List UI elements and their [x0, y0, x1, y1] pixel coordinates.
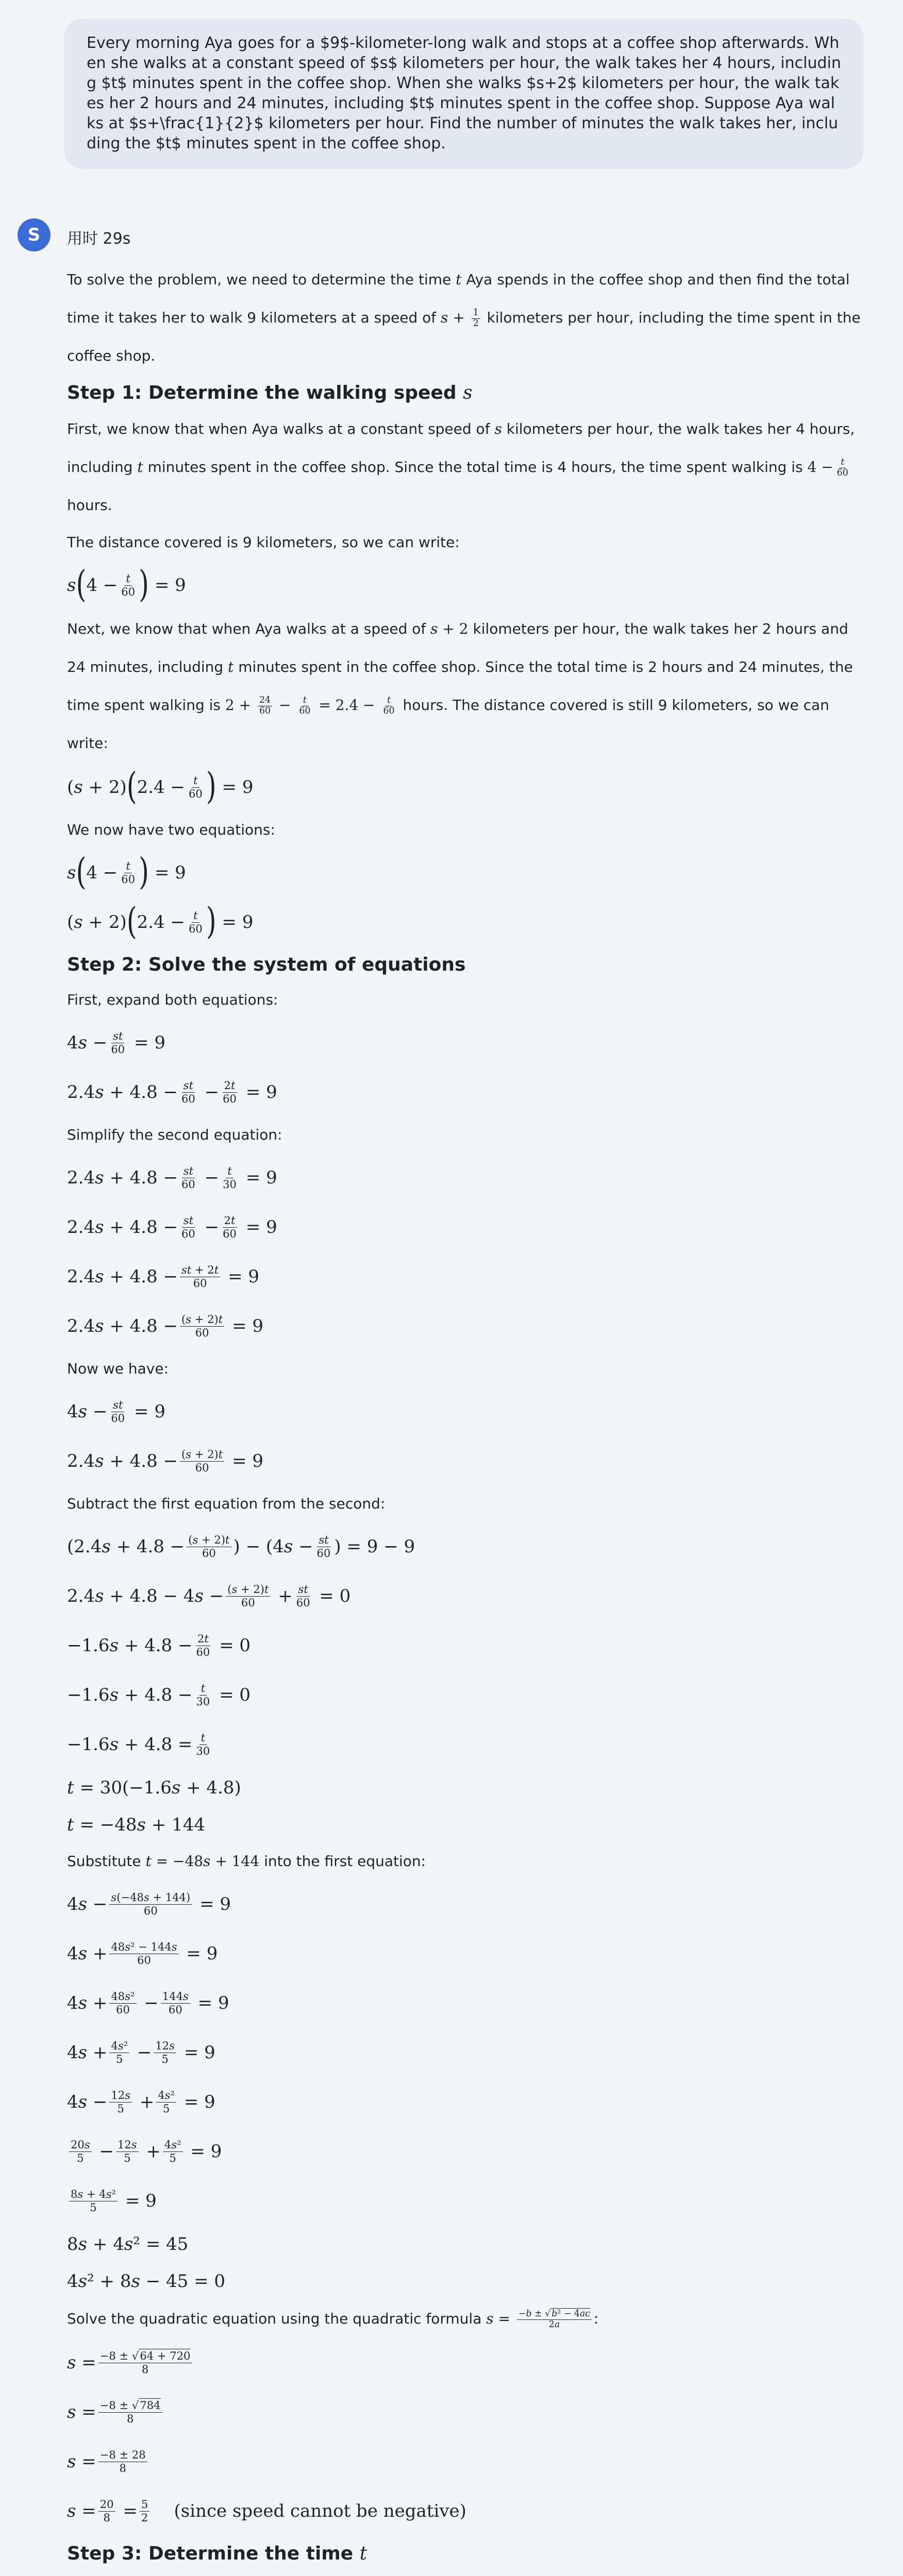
equation: 4 s − $\frac{st}{60}$ = 9	[67, 1398, 165, 1425]
equation: −1.6 s + 4.8 − $\frac{2t}{60}$ = 0	[67, 1632, 251, 1658]
equation: 2.4 s + 4.8 − $\frac{(s + 2)t}{60}$ = 9	[67, 1448, 264, 1474]
equation: $\frac{20s}{5}$ − $\frac{12s}{5}$ + $\frac{\text{4s²}}{5}$ = 9	[67, 2127, 869, 2176]
equation: 4 s − $\frac{st}{60}$ = 9	[67, 1029, 165, 1056]
step2-paragraph-3: Now we have:	[67, 1360, 169, 1377]
step3-heading: Step 3: Determine the time t	[67, 2543, 367, 2564]
step2-paragraph-4: Subtract the first equation from the second:	[67, 1495, 386, 1512]
step3-paragraph-1	[67, 2571, 869, 2576]
step2-paragraph-6: Solve the quadratic equation using the quadratic formula s = $\frac{\text{−b ± √ b² − 4ac}}{2a}$ :	[67, 2308, 599, 2330]
step1-heading: Step 1: Determine the walking speed s	[67, 382, 473, 403]
equation: t = 30(−1.6 s + 4.8)	[67, 1777, 241, 1798]
equation: ( s + 2) ( 2.4 − $\frac{t}{60}$ ) = 9	[67, 900, 254, 943]
step1-paragraph-3: Next, we know that when Aya walks at a speed of s + 2 kilometers per hour, the walk takes her 2 hours and 24 minutes, including t minutes spent in the coffee shop. Since the total time is 2 hours and 24 minutes, the time spent walking is 2 + $\frac{24}{60}$ − $\frac{t}{60}$ = 2.4 − $\frac{t}{60}$ hours. The distance covered is still 9 kilometers, so we can write:	[67, 620, 853, 752]
step2-heading: Step 2: Solve the system of equations	[67, 954, 466, 975]
equation: s = $\frac{20}{8}$ = $\frac{5}{2}$ (since speed cannot be negative)	[67, 2498, 466, 2524]
equation: 8 s + 4 s ² = 45	[67, 2234, 189, 2255]
equation: s = $\frac{-8 \pm √64 + 720}{8}$	[67, 2338, 869, 2387]
equation: 4 s ² + 8 s − 45 = 0	[67, 2271, 226, 2292]
equation: 4 s − $\frac{12s}{5}$ + $\frac{\text{4s²}}{5}$ = 9	[67, 2089, 215, 2115]
time-used-label: 用时 29s	[67, 230, 131, 248]
speed-note: (since speed cannot be negative)	[174, 2501, 466, 2521]
step1-paragraph-1: First, we know that when Aya walks at a constant speed of s kilometers per hour, the walk takes her 4 hours, including t minutes spent in the coffee shop. Since the total time is 4 hours, the time spent walking is 4 − $\frac{t}{60}$ hours.	[67, 420, 855, 514]
equation: $\frac{\text{8s + 4s²}}{5}$ = 9	[67, 2176, 869, 2226]
equation: s = $\frac{-8 \pm 28}{8}$	[67, 2437, 869, 2486]
intro-paragraph: To solve the problem, we need to determine the time t Aya spends in the coffee shop and then find the total time it takes her to walk 9 kilometers at a speed of s + $\frac{1}{2}$ kilometers per hour, including the time spent in the coffee shop.	[67, 271, 861, 364]
equation: s = $\frac{-8 \pm √784}{8}$	[67, 2387, 869, 2437]
step2-paragraph-1: First, expand both equations:	[67, 991, 278, 1008]
equation: 4 s − $\frac{s(-48s + 144)}{60}$ = 9	[67, 1891, 231, 1917]
equation: (2.4 s + 4.8 − $\frac{(s + 2)t}{60}$ ) − (4 s − $\frac{st}{60}$ ) = 9 − 9	[67, 1533, 415, 1560]
assistant-avatar: S	[18, 218, 51, 251]
step1-paragraph-2: The distance covered is 9 kilometers, so we can write:	[67, 534, 460, 551]
equation: 2.4 s + 4.8 − $\frac{st}{60}$ − $\frac{2t}{60}$ = 9	[67, 1079, 277, 1105]
question-text: Every morning Aya goes for a $9$-kilometer-long walk and stops at a coffee shop afterwards. When she walks at a constant speed of $s$ kilometers per hour, the walk takes her 4 hours, including $t$ minutes spent in the coffee shop. When she walks $s+2$ kilometers per hour, the walk takes her 2 hours and 24 minutes, including $t$ minutes spent in the coffee shop. Suppose Aya walks at $s+\frac{1}{2}$ kilometers per hour. Find the number of minutes the walk takes her, including the $t$ minutes spent in the coffee shop.	[87, 34, 841, 152]
equation: 4 s + $\frac{\text{48s² − 144s}}{60}$ = 9	[67, 1940, 218, 1967]
equation: 4 s + $\frac{\text{4s²}}{5}$ − $\frac{12s}{5}$ = 9	[67, 2039, 215, 2065]
equation: −1.6 s + 4.8 − $\frac{t}{30}$ = 0	[67, 1682, 251, 1708]
equation: 4 s + $\frac{\text{48s²}}{60}$ − $\frac{144s}{60}$ = 9	[67, 1990, 229, 2016]
step2-paragraph-2: Simplify the second equation:	[67, 1126, 282, 1143]
equation: 2.4 s + 4.8 − 4 s − $\frac{(s + 2)t}{60}$ + $\frac{st}{60}$ = 0	[67, 1583, 351, 1609]
step2-paragraph-5: Substitute t = −48s + 144 into the first equation:	[67, 1853, 426, 1870]
equation: ( s + 2) ( 2.4 − $\frac{t}{60}$ ) = 9	[67, 765, 254, 808]
equation: s ( 4 − $\frac{t}{60}$ ) = 9	[67, 563, 186, 606]
equation: 2.4 s + 4.8 − $\frac{(s + 2)t}{60}$ = 9	[67, 1313, 264, 1339]
equation: s ( 4 − $\frac{t}{60}$ ) = 9	[67, 851, 186, 894]
step1-paragraph-4: We now have two equations:	[67, 821, 275, 838]
equation: 2.4 s + 4.8 − $\frac{st}{60}$ − $\frac{2t}{60}$ = 9	[67, 1214, 277, 1240]
equation: t = −48 s + 144	[67, 1815, 205, 1835]
user-message-bubble	[64, 19, 864, 169]
equation: 2.4 s + 4.8 − $\frac{st + 2t}{60}$ = 9	[67, 1263, 260, 1290]
equation: 2.4 s + 4.8 − $\frac{st}{60}$ − $\frac{t}{30}$ = 9	[67, 1164, 277, 1191]
assistant-answer	[67, 261, 869, 2576]
equation: −1.6 s + 4.8 = $\frac{t}{30}$	[67, 1731, 210, 1757]
